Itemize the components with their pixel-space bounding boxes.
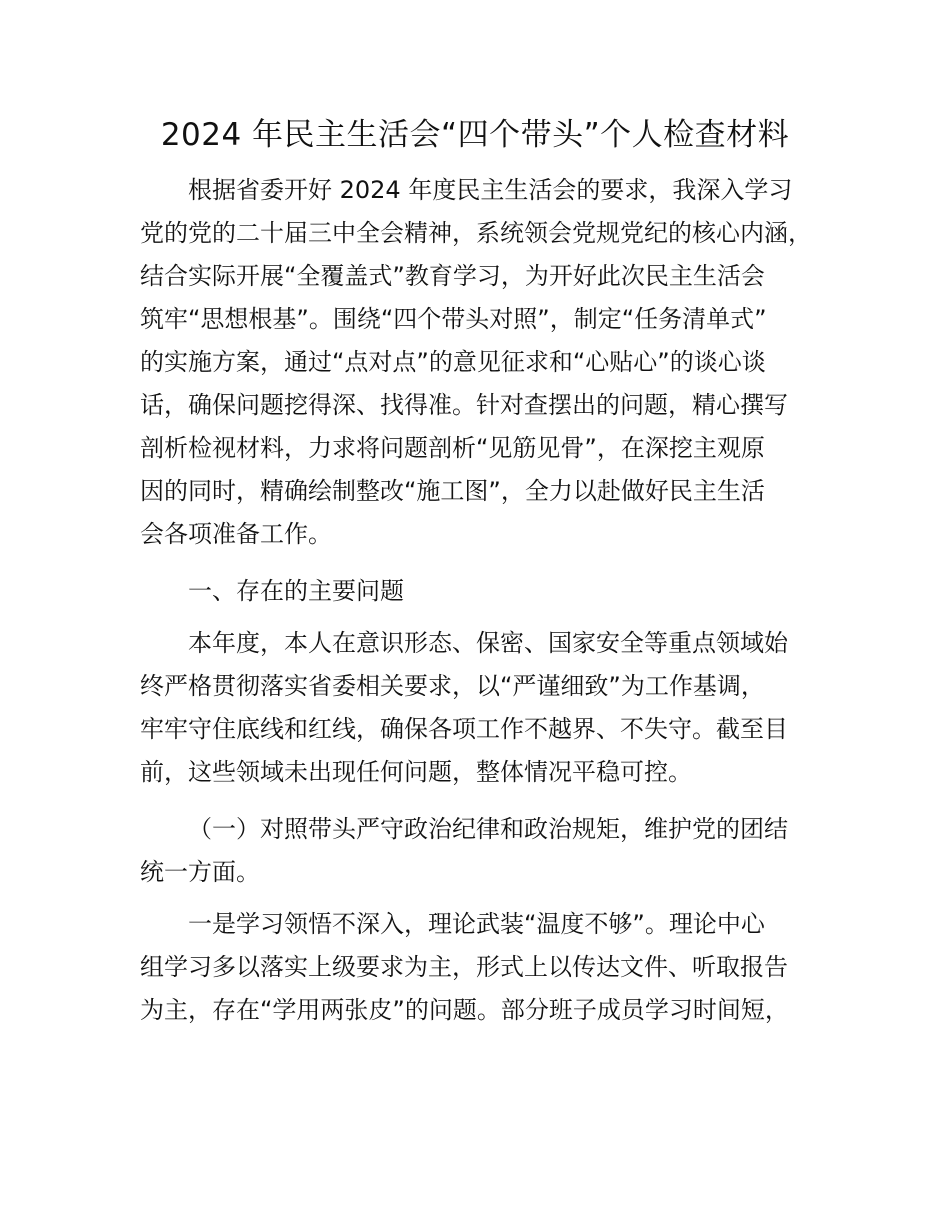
document-title: 2024 年民主生活会“四个带头”个人检查材料 [160, 117, 790, 153]
paragraph-intro [140, 169, 840, 556]
paragraph-issue-one [140, 903, 840, 1032]
text-line: 结合实际开展“全覆盖式”教育学习，为开好此次民主生活会 [140, 262, 765, 290]
text-line: 前，这些领域未出现任何问题，整体情况平稳可控。 [140, 758, 692, 786]
text-line: 为主，存在“学用两张皮”的问题。部分班子成员学习时间短， [140, 996, 789, 1024]
text-line: 牢牢守住底线和红线，确保各项工作不越界、不失守。截至目 [140, 715, 788, 743]
text-line: 筑牢“思想根基”。围绕“四个带头对照”，制定“任务清单式” [140, 305, 767, 333]
text-line: 终严格贯彻落实省委相关要求，以“严谨细致”为工作基调， [140, 672, 765, 700]
paragraph-overview [140, 622, 840, 794]
text-line: 组学习多以落实上级要求为主，形式上以传达文件、听取报告 [140, 953, 788, 981]
text-line: 统一方面。 [140, 858, 260, 886]
text-line: 剖析检视材料，力求将问题剖析“见筋见骨”，在深挖主观原 [140, 434, 765, 462]
text-line: 党的党的二十届三中全会精神，系统领会党规党纪的核心内涵， [140, 219, 812, 247]
subheading-one [140, 808, 840, 894]
heading-line: 一、存在的主要问题 [188, 577, 404, 605]
section-heading [140, 570, 840, 613]
text-line: 的实施方案，通过“点对点”的意见征求和“心贴心”的谈心谈 [140, 348, 766, 376]
text-line: 话，确保问题挖得深、找得准。针对查摆出的问题，精心撰写 [140, 391, 788, 419]
text-line: 因的同时，精确绘制整改“施工图”，全力以赴做好民主生活 [140, 477, 765, 505]
text-line: 本年度，本人在意识形态、保密、国家安全等重点领域始 [188, 629, 788, 657]
text-line: 一是学习领悟不深入，理论武装“温度不够”。理论中心 [188, 910, 765, 938]
text-line: 根据省委开好 2024 年度民主生活会的要求，我深入学习 [188, 176, 793, 204]
text-line: 会各项准备工作。 [140, 520, 332, 548]
text-line: （一）对照带头严守政治纪律和政治规矩，维护党的团结 [188, 815, 788, 843]
